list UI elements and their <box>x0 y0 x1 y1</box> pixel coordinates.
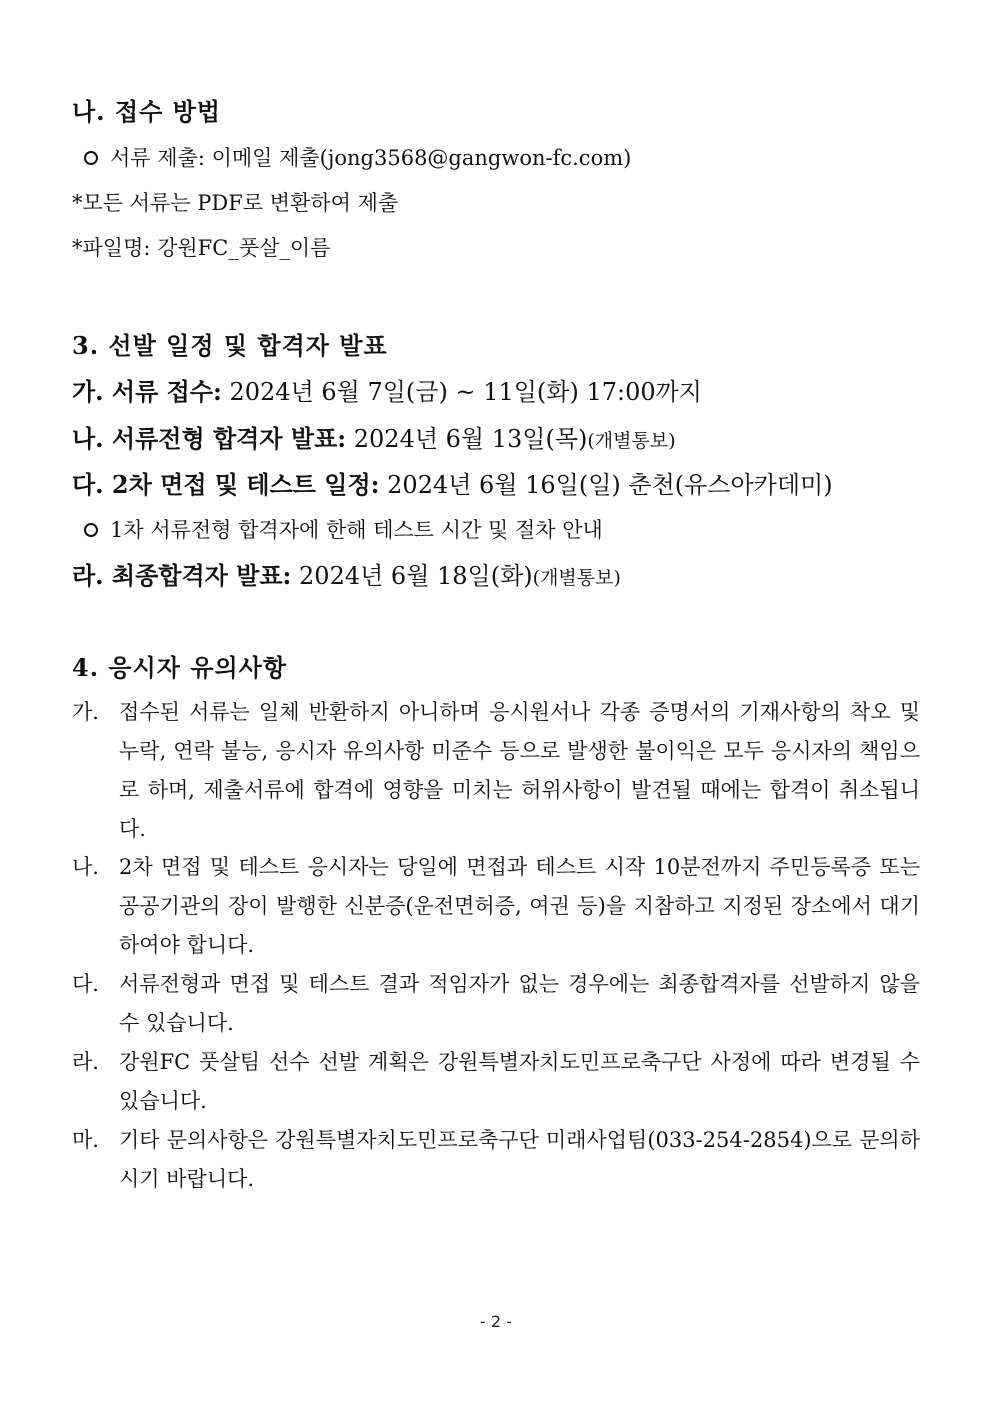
note-item-label: 가. <box>72 700 99 724</box>
schedule-item-a-label: 가. 서류 접수: <box>72 377 222 406</box>
schedule-item-c <box>72 465 833 500</box>
note-item-b <box>72 848 920 965</box>
note-item-label: 나. <box>72 855 99 879</box>
filename-note: *파일명: 강원FC_풋살_이름 <box>72 236 331 260</box>
schedule-item-b-value: 2024년 6월 13일(목) <box>346 425 588 453</box>
note-item-d <box>72 1043 920 1121</box>
note-item-text: 2차 면접 및 테스트 응시자는 당일에 면접과 테스트 시작 10분전까지 주민등록증 또는 공공기관의 장이 발행한 신분증(운전면허증, 여권 등)을 지참하고 지정된 장소에서 대기하여야 합니다. <box>119 855 920 957</box>
schedule-item-d-note: (개별통보) <box>532 567 621 589</box>
schedule-item-c-bullet-text: 1차 서류전형 합격자에 한해 테스트 시간 및 절차 안내 <box>110 518 603 542</box>
note-item-label: 다. <box>72 972 99 996</box>
schedule-item-a <box>72 372 702 407</box>
note-item-label: 마. <box>72 1128 99 1152</box>
note-item-a <box>72 693 920 849</box>
schedule-item-d <box>72 556 621 591</box>
note-item-text: 서류전형과 면접 및 테스트 결과 적임자가 없는 경우에는 최종합격자를 선발하지 않을 수 있습니다. <box>119 972 920 1035</box>
email-submission-text: 서류 제출: 이메일 제출(jong3568@gangwon-fc.com) <box>110 146 632 170</box>
notes-heading: 4. 응시자 유의사항 <box>72 653 288 682</box>
schedule-item-b <box>72 419 676 454</box>
note-item-label: 라. <box>72 1050 99 1074</box>
schedule-item-d-value: 2024년 6월 18일(화) <box>291 562 533 590</box>
note-item-text: 기타 문의사항은 강원특별자치도민프로축구단 미래사업팀(033-254-2854)으로 문의하시기 바랍니다. <box>119 1128 920 1191</box>
schedule-item-b-note: (개별통보) <box>587 430 676 452</box>
pdf-note: *모든 서류는 PDF로 변환하여 제출 <box>72 191 399 215</box>
circle-bullet-icon <box>84 151 98 165</box>
circle-bullet-icon <box>84 523 98 537</box>
schedule-item-d-label: 라. 최종합격자 발표: <box>72 561 292 590</box>
schedule-item-c-bullet <box>84 514 603 544</box>
schedule-heading: 3. 선발 일정 및 합격자 발표 <box>72 331 388 360</box>
schedule-item-c-label: 다. 2차 면접 및 테스트 일정: <box>72 470 380 499</box>
receipt-method-bullet <box>84 142 631 172</box>
schedule-item-a-value: 2024년 6월 7일(금) ~ 11일(화) 17:00까지 <box>221 378 702 406</box>
note-item-text: 강원FC 풋살팀 선수 선발 계획은 강원특별자치도민프로축구단 사정에 따라 변경될 수 있습니다. <box>119 1050 920 1113</box>
note-item-c <box>72 965 920 1043</box>
receipt-method-heading: 나. 접수 방법 <box>72 97 221 126</box>
note-item-e <box>72 1121 920 1199</box>
page-number: - 2 - <box>480 1312 512 1331</box>
schedule-item-c-value: 2024년 6월 16일(일) 춘천(유스아카데미) <box>379 471 833 499</box>
note-item-text: 접수된 서류는 일체 반환하지 아니하며 응시원서나 각종 증명서의 기재사항의 착오 및 누락, 연락 불능, 응시자 유의사항 미준수 등으로 발생한 불이익은 모두 응시자의 책임으로 하며, 제출서류에 합격에 영향을 미치는 허위사항이 발견될 때에는 합격이 취소됩니다. <box>119 700 920 841</box>
schedule-item-b-label: 나. 서류전형 합격자 발표: <box>72 424 347 453</box>
